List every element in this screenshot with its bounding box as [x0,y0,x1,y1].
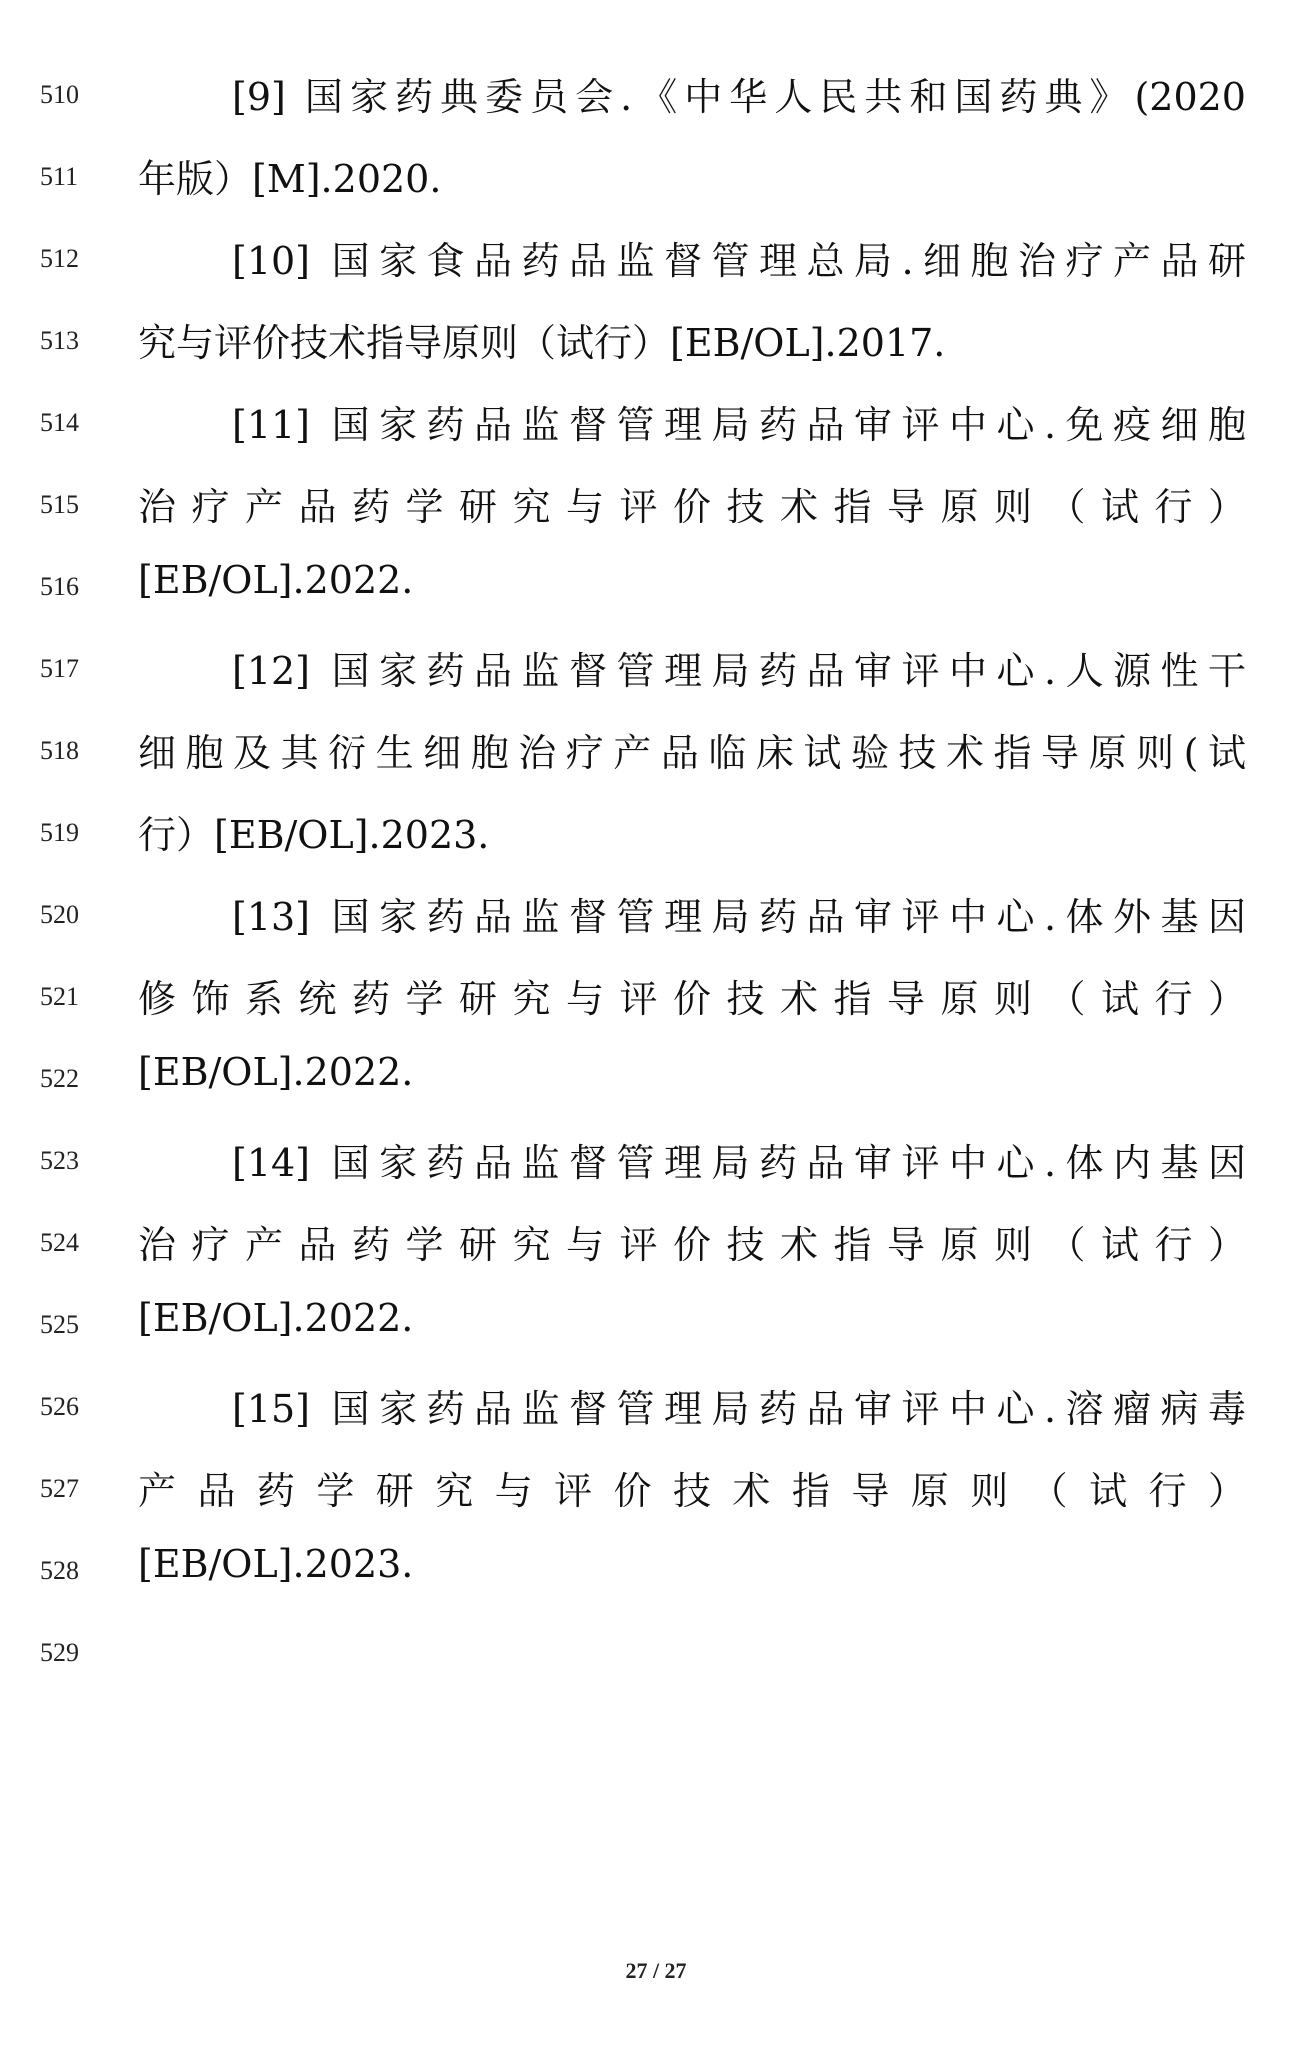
line-number: 517 [40,654,79,683]
text-line [0,58,1312,140]
line-number: 515 [40,490,79,519]
line-number: 520 [40,900,79,929]
text-line [0,1452,1312,1534]
reference-text: 行）[EB/OL].2023. [138,813,490,857]
text-line [0,1534,1312,1616]
line-number: 513 [40,326,79,355]
text-line [0,1042,1312,1124]
text-line [0,632,1312,714]
reference-text: 修饰系统药学研究与评价技术指导原则（试行） [138,977,1246,1021]
text-line [0,222,1312,304]
line-number: 519 [40,818,79,847]
page-number: 27 / 27 [625,1958,687,1983]
text-line [0,1616,1312,1698]
line-number: 524 [40,1228,79,1257]
reference-text: [12] 国家药品监督管理局药品审评中心.人源性干 [232,649,1246,693]
reference-text: [11] 国家药品监督管理局药品审评中心.免疫细胞 [232,403,1246,447]
reference-text: [9] 国家药典委员会.《中华人民共和国药典》(2020 [232,75,1246,119]
line-number: 511 [40,162,79,191]
reference-text: [14] 国家药品监督管理局药品审评中心.体内基因 [232,1141,1246,1185]
reference-text: 年版）[M].2020. [138,157,442,201]
line-number: 526 [40,1392,79,1421]
text-line [0,1124,1312,1206]
text-line [0,1370,1312,1452]
text-line [0,960,1312,1042]
reference-text: [EB/OL].2022. [138,1050,414,1094]
line-number: 525 [40,1310,79,1339]
text-line [0,1288,1312,1370]
line-number: 522 [40,1064,79,1093]
line-number: 527 [40,1474,79,1503]
text-line [0,796,1312,878]
line-number: 510 [40,80,79,109]
line-number: 529 [40,1638,79,1667]
text-line [0,714,1312,796]
reference-text: 产品药学研究与评价技术指导原则（试行） [138,1469,1246,1513]
line-number: 528 [40,1556,79,1585]
text-line [0,550,1312,632]
reference-text: 治疗产品药学研究与评价技术指导原则（试行） [138,1223,1246,1267]
text-line [0,386,1312,468]
text-line [0,468,1312,550]
text-line [0,140,1312,222]
reference-text: [13] 国家药品监督管理局药品审评中心.体外基因 [232,895,1246,939]
reference-text: 治疗产品药学研究与评价技术指导原则（试行） [138,485,1246,529]
line-number: 514 [40,408,79,437]
line-number: 512 [40,244,79,273]
reference-text: [10] 国家食品药品监督管理总局.细胞治疗产品研 [232,239,1246,283]
line-number: 518 [40,736,79,765]
text-line [0,304,1312,386]
line-number: 521 [40,982,79,1011]
text-line [0,878,1312,960]
reference-text: 究与评价技术指导原则（试行）[EB/OL].2017. [138,321,946,365]
reference-text: [EB/OL].2022. [138,558,414,602]
reference-text: 细胞及其衍生细胞治疗产品临床试验技术指导原则(试 [138,731,1246,775]
reference-text: [EB/OL].2023. [138,1542,414,1586]
text-line [0,1206,1312,1288]
line-number: 523 [40,1146,79,1175]
line-number: 516 [40,572,79,601]
reference-text: [EB/OL].2022. [138,1296,414,1340]
reference-text: [15] 国家药品监督管理局药品审评中心.溶瘤病毒 [232,1387,1246,1431]
